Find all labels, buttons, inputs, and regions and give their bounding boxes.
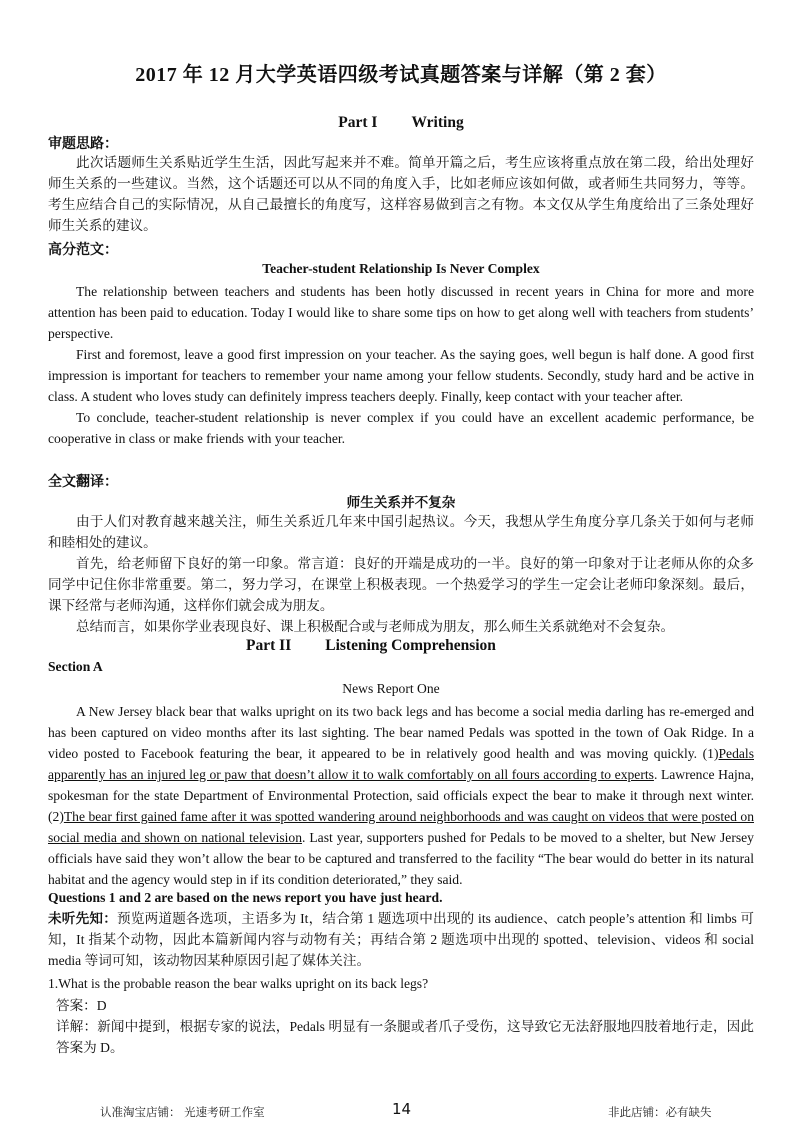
page-number: 14 <box>392 1100 412 1118</box>
part1-heading <box>48 114 754 132</box>
essay-title: Teacher-student Relationship Is Never Complex <box>262 261 540 276</box>
analysis-text: 此次话题师生关系贴近学生生活，因此写起来并不难。简单开篇之后，考生应该将重点放在第二段，给出处理好师生关系的一些建议。当然，这个话题还可以从不同的角度入手，比如老师应该如何做，或者师生共同努力，等等。考生应结合自己的实际情况，从自己最擅长的角度写，这样容易做到言之有物。本文仅从学生角度给出了三条处理好师生关系的建议。 <box>48 155 754 233</box>
part1-label: Part I <box>338 114 378 131</box>
answer-line <box>56 995 107 1016</box>
essay-paragraph: First and foremost, leave a good first impression on your teacher. As the saying goes, well begun is half done. A good first impression is important for teachers to remember your name among your fellow students. Secondly, study hard and be active in class. A student who loves study can definitely impress teachers deeply. Finally, keep contact with your teacher after. <box>48 347 754 404</box>
essay-paragraph: The relationship between teachers and students has been hotly discussed in recent years in China for more and more attention has been paid to education. Today I would like to share some tips on how to get along well with teachers from students’ perspective. <box>48 284 754 341</box>
analysis-block <box>48 152 754 236</box>
question-1: 1.What is the probable reason the bear walks upright on its back legs? <box>48 976 429 991</box>
sample-label: 高分范文： <box>48 243 118 258</box>
essay-paragraph: To conclude, teacher-student relationship is never complex if you could have an excellent academic performance, be cooperative in class or make friends with your teacher. <box>48 410 754 446</box>
answer-value: D <box>96 998 107 1013</box>
section-label: Section A <box>48 659 103 674</box>
underlined-sentence-1: Pedals apparently has an injured leg or paw that doesn’t allow it to walk comfortably on all fours according to experts <box>48 746 754 782</box>
preview-paragraph <box>48 908 754 971</box>
report-text-2: . Lawrence Hajna, spokesman for the state Department of Environmental Protection, said officials expect the bear to make it through next winter. (2) <box>48 767 754 824</box>
answer-label: 答案： <box>56 998 97 1013</box>
preview-label: 未听先知： <box>48 911 118 926</box>
translation-paragraph: 由于人们对教育越来越关注，师生关系近几年来中国引起热议。今天，我想从学生角度分享几条关于如何与老师和睦相处的建议。 <box>48 514 754 550</box>
report-text-3: . Last year, supporters pushed for Pedals to be moved to a shelter, but New Jersey officials have said they won’t allow the bear to be captured and transferred to the facility “The bear would do better in its natural habitat and the agency would step in if its condition deteriorated,” they said. <box>48 830 754 887</box>
explain-paragraph <box>56 1016 754 1058</box>
part2-heading <box>48 637 754 655</box>
translation-label: 全文翻译： <box>48 475 118 490</box>
translation-paragraph: 首先，给老师留下良好的第一印象。常言道：良好的开端是成功的一半。良好的第一印象对于让老师从你的众多同学中记住你非常重要。第二，努力学习，在课堂上积极表现。一个热爱学习的学生一定会让老师印象深刻。最后，课下经常与老师沟通，这样你们就会成为朋友。 <box>48 556 754 613</box>
explain-label: 详解： <box>56 1019 98 1034</box>
footer-left: 认准淘宝店铺： 光速考研工作室 <box>100 1105 265 1119</box>
document-title: 2017 年 12 月大学英语四级考试真题答案与详解（第 2 套） <box>135 64 667 86</box>
analysis-label: 审题思路： <box>48 137 118 152</box>
preview-block <box>48 908 754 971</box>
essay-block <box>48 281 754 449</box>
news-report-text <box>48 701 754 890</box>
explain-block <box>56 1016 754 1058</box>
footer-right: 非此店铺：必有缺失 <box>608 1105 712 1119</box>
report-title: News Report One <box>342 681 440 696</box>
preview-text: 预览两道题各选项，主语多为 It，结合第 1 题选项中出现的 its audience、catch people’s attention 和 limbs 可知，It 指某个动物，因此本篇新闻内容与动物有关；再结合第 2 题选项中出现的 spotted、television、videos 和 social media 等词可知，该动物因某种原因引起了媒体关注。 <box>48 911 755 968</box>
news-report-block <box>48 701 754 890</box>
part1-name: Writing <box>411 114 464 131</box>
translation-block <box>48 511 754 637</box>
explain-text: 新闻中提到，根据专家的说法，Pedals 明显有一条腿或者爪子受伤，这导致它无法舒服地四肢着地行走，因此答案为 D。 <box>56 1019 755 1055</box>
part2-label: Part II <box>246 637 292 654</box>
translation-title: 师生关系并不复杂 <box>346 495 456 510</box>
underlined-sentence-2: The bear first gained fame after it was spotted wandering around neighborhoods and was caught on videos that were posted on social media and shown on national television <box>48 809 754 845</box>
questions-header: Questions 1 and 2 are based on the news report you have just heard. <box>48 890 443 905</box>
report-text-1: A New Jersey black bear that walks upright on its two back legs and has become a social media darling has re-emerged and has been captured on video months after its last sighting. The bear named Pedals was spotted in the town of Oak Ridge. In a video posted to Facebook featuring the bear, it appeared to be in relatively good health and was moving quickly. (1) <box>48 704 754 761</box>
translation-paragraph: 总结而言，如果你学业表现良好、课上积极配合或与老师成为朋友，那么师生关系就绝对不会复杂。 <box>76 619 675 634</box>
part2-name: Listening Comprehension <box>325 637 496 654</box>
